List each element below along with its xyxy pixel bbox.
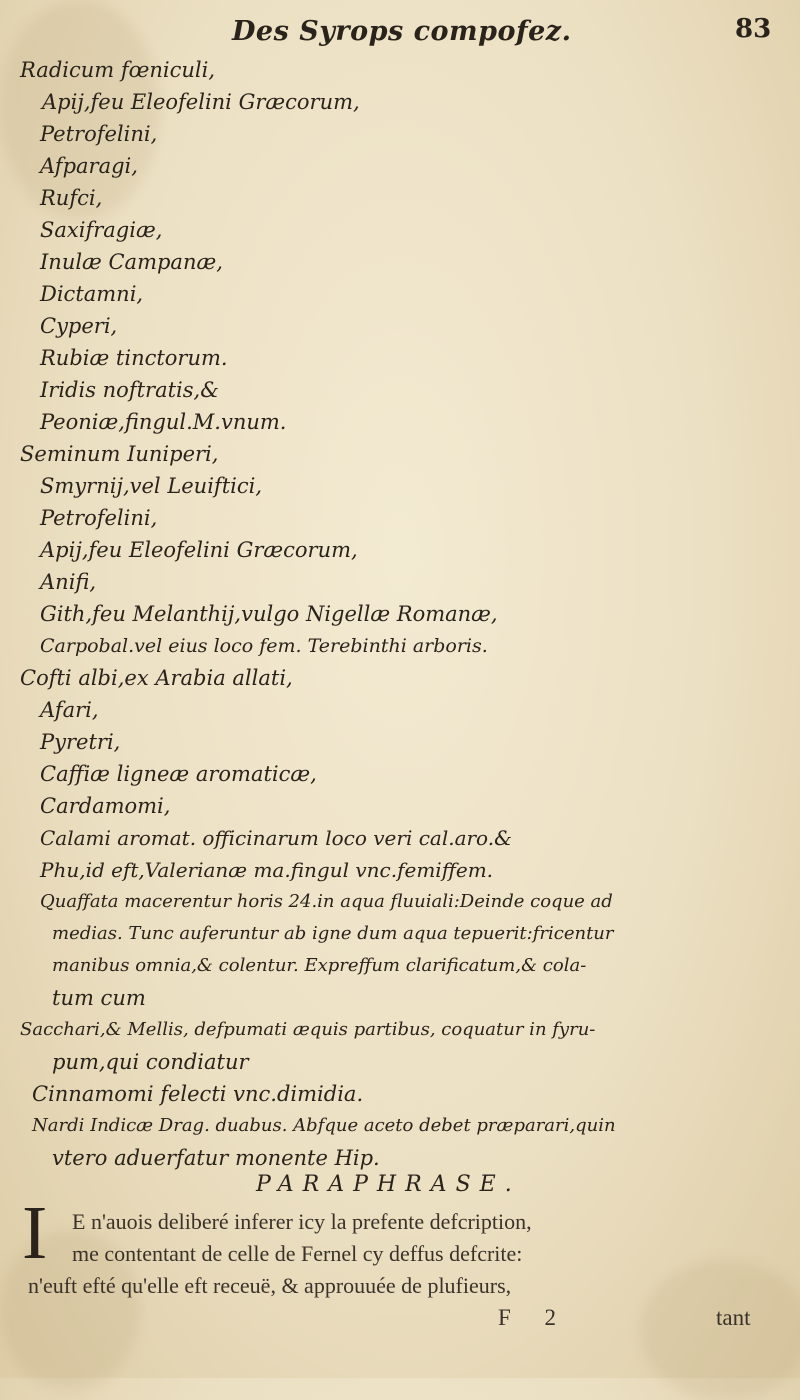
recipe-line: Caffiæ ligneæ aromaticæ, (40, 762, 317, 786)
recipe-line: Afparagi, (40, 154, 138, 178)
recipe-line: Iridis noftratis,& (40, 378, 219, 402)
recipe-line: Apij,feu Eleofelini Græcorum, (40, 538, 358, 562)
recipe-line: pum,qui condiatur (52, 1050, 249, 1074)
recipe-line: Cofti albi,ex Arabia allati, (20, 666, 293, 690)
recipe-line: Inulæ Campanæ, (40, 250, 223, 274)
recipe-line: Smyrnij,vel Leuiftici, (40, 474, 263, 498)
recipe-line: Anifi, (40, 570, 97, 594)
recipe-line: vtero aduerfatur monente Hip. (52, 1146, 380, 1170)
drop-cap: I (22, 1191, 48, 1275)
catchword: tant (716, 1305, 751, 1330)
recipe-line: Cyperi, (40, 314, 118, 338)
recipe-line: Nardi Indicæ Drag. duabus. Abfque aceto debet præparari,quin (32, 1115, 616, 1136)
recipe-line: Phu,id eft,Valerianæ ma.fingul vnc.femiffem. (40, 858, 494, 882)
paraphrase-line: E n'auois deliberé inferer icy la prefente defcription, (72, 1209, 532, 1234)
paraphrase-line: me contentant de celle de Fernel cy deffus defcrite: (72, 1241, 523, 1266)
running-title: Des Syrops compofez. (232, 16, 572, 47)
recipe-line: Radicum fœniculi, (20, 58, 216, 82)
recipe-line: Petrofelini, (40, 122, 158, 146)
recipe-line: Cardamomi, (40, 794, 171, 818)
recipe-line: medias. Tunc auferuntur ab igne dum aqua tepuerit:fricentur (52, 923, 614, 944)
recipe-line: tum cum (52, 986, 146, 1010)
recipe-line: Rubiæ tinctorum. (40, 346, 228, 370)
recipe-line: Petrofelini, (40, 506, 158, 530)
recipe-line: Cinnamomi felecti vnc.dimidia. (32, 1082, 364, 1106)
recipe-line: Seminum Iuniperi, (20, 442, 219, 466)
recipe-line: Pyretri, (40, 730, 121, 754)
recipe-line: Peoniæ,fingul.M.vnum. (40, 410, 287, 434)
recipe-line: Sacchari,& Mellis, defpumati æquis partibus, coquatur in fyru- (20, 1019, 596, 1040)
recipe-line: Gith,feu Melanthij,vulgo Nigellæ Romanæ, (40, 602, 498, 626)
recipe-line: Afari, (40, 698, 99, 722)
recipe-line: manibus omnia,& colentur. Expreffum clarificatum,& cola- (52, 955, 587, 976)
recipe-line: Rufci, (40, 186, 103, 210)
recipe-line: Dictamni, (40, 282, 144, 306)
paraphrase-line: n'euft efté qu'elle eft receuë, & approuuée de plufieurs, (28, 1273, 512, 1298)
recipe-line: Saxifragiæ, (40, 218, 163, 242)
recipe-line: Carpobal.vel eius loco fem. Terebinthi arboris. (40, 635, 488, 657)
page-number: 83 (735, 14, 772, 44)
recipe-line: Quaffata macerentur horis 24.in aqua fluuiali:Deinde coque ad (40, 891, 613, 912)
page-header (0, 12, 800, 60)
recipe-line: Calami aromat. officinarum loco veri cal.aro.& (40, 826, 512, 850)
recipe-line: Apij,feu Eleofelini Græcorum, (42, 90, 360, 114)
signature-mark: F 2 (498, 1305, 571, 1330)
section-heading: PARAPHRASE. (256, 1172, 521, 1197)
